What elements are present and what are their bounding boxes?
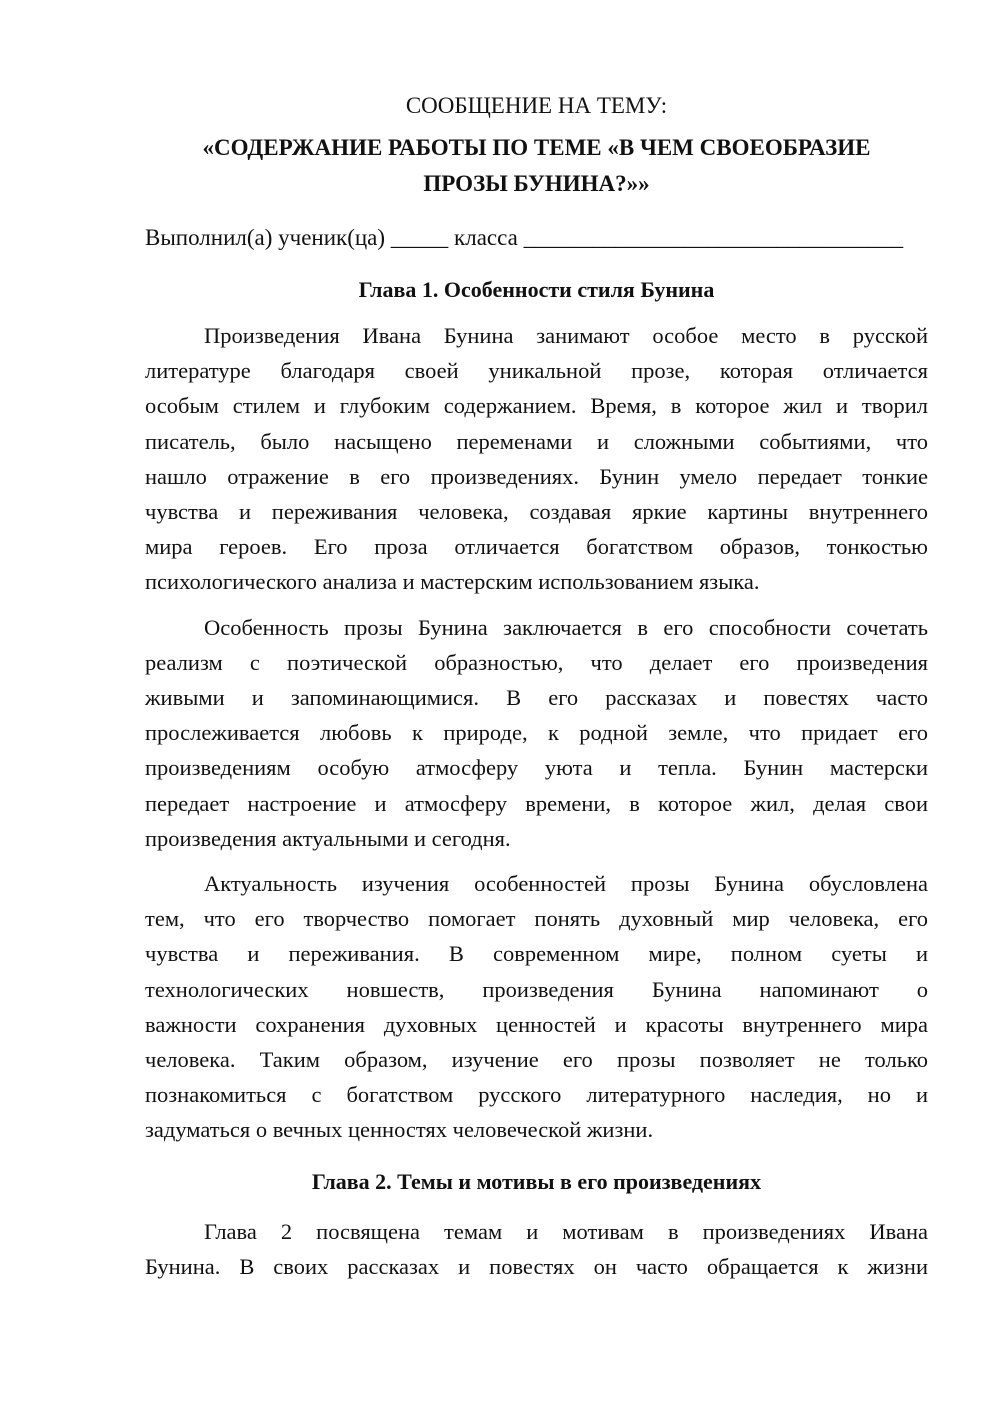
paragraph-line: психологического анализа и мастерским использованием языка. — [145, 569, 760, 595]
paragraph-line: особым стилем и глубоким содержанием. Время, в которое жил и творил — [145, 393, 928, 419]
chapter-2-heading: Глава 2. Темы и мотивы в его произведениях — [311, 1168, 762, 1194]
paragraph-line: чувства и переживания. В современном мире, полном суеты и — [145, 941, 928, 967]
paragraph-line: передает настроение и атмосферу времени, в которое жил, делая свои — [145, 790, 928, 816]
paragraph-line: мира героев. Его проза отличается богатством образов, тонкостью — [145, 534, 928, 560]
paragraph-line: реализм с поэтической образностью, что делает его произведения — [145, 649, 928, 675]
chapter-2-paragraph-1 — [145, 1214, 928, 1284]
chapter-1-paragraph-2 — [145, 610, 928, 856]
document-title-line: «СОДЕРЖАНИЕ РАБОТЫ ПО ТЕМЕ «В ЧЕМ СВОЕОБРАЗИЕ — [202, 135, 871, 160]
document-title — [145, 130, 928, 202]
chapter-1-paragraph-3 — [145, 866, 928, 1148]
paragraph-line: Произведения Ивана Бунина занимают особое место в русской — [204, 323, 928, 348]
paragraph-line: технологических новшеств, произведения Бунина напоминают о — [145, 976, 928, 1002]
paragraph-line: Бунина. В своих рассказах и повестях он часто обращается к жизни — [145, 1253, 928, 1279]
paragraph-line: чувства и переживания человека, создавая яркие картины внутреннего — [145, 499, 928, 525]
paragraph-line: живыми и запоминающимися. В его рассказах и повестях часто — [145, 685, 928, 711]
paragraph-line: познакомиться с богатством русского литературного наследия, но и — [145, 1082, 928, 1108]
document-title-line: ПРОЗЫ БУНИНА?»» — [423, 171, 650, 196]
paragraph-line: задуматься о вечных ценностях человеческой жизни. — [145, 1117, 654, 1143]
paragraph-line: Глава 2 посвящена темам и мотивам в произведениях Ивана — [204, 1218, 928, 1244]
paragraph-line: прослеживается любовь к природе, к родной земле, что придает его — [145, 720, 928, 746]
document-page — [145, 88, 928, 1284]
paragraph-line: важности сохранения духовных ценностей и красоты внутреннего мира — [145, 1011, 928, 1037]
paragraph-line: тем, что его творчество помогает понять духовный мир человека, его — [145, 906, 928, 932]
paragraph-line: человека. Таким образом, изучение его прозы позволяет не только — [145, 1047, 928, 1073]
paragraph-line: писатель, было насыщено переменами и сложными событиями, что — [145, 428, 928, 454]
paragraph-line: Актуальность изучения особенностей прозы Бунина обусловлена — [204, 871, 928, 897]
paragraph-line: произведения актуальными и сегодня. — [145, 825, 511, 851]
chapter-1-paragraph-1 — [145, 318, 928, 600]
student-info-line: Выполнил(а) ученик(ца) _____ класса _________________________________ — [145, 225, 904, 250]
paragraph-line: произведениям особую атмосферу уюта и тепла. Бунин мастерски — [145, 755, 928, 781]
document-header: СООБЩЕНИЕ НА ТЕМУ: — [405, 93, 668, 118]
paragraph-line: литературе благодаря своей уникальной прозе, которая отличается — [145, 358, 928, 384]
paragraph-line: Особенность прозы Бунина заключается в его способности сочетать — [204, 614, 928, 640]
chapter-1-heading: Глава 1. Особенности стиля Бунина — [358, 277, 715, 302]
paragraph-line: нашло отражение в его произведениях. Бунин умело передает тонкие — [145, 463, 928, 489]
